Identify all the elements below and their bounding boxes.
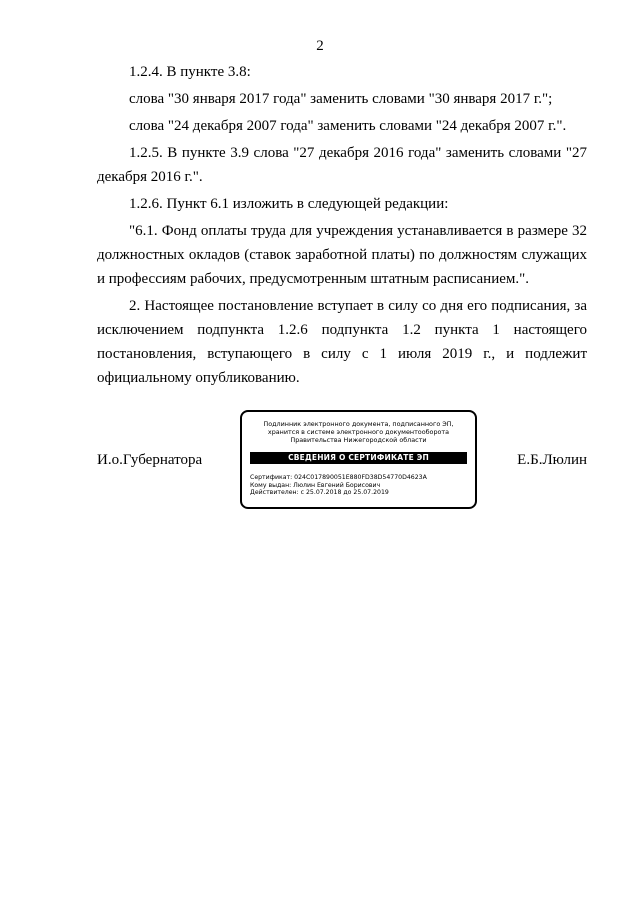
certificate-details <box>250 474 475 497</box>
certificate-validity: Действителен: с 25.07.2018 до 25.07.2019 <box>250 489 389 496</box>
paragraph-6-1: "6.1. Фонд оплаты труда для учреждения устанавливается в размере 32 должностных окладов (ставок заработной платы) по должностям служащих и профессиям рабочих, предусмотренным штатным расписанием.". <box>97 223 587 287</box>
paragraph-1-2-4: 1.2.4. В пункте 3.8: <box>129 64 251 80</box>
paragraph-replace-2: слова "24 декабря 2007 года" заменить словами "24 декабря 2007 г.". <box>129 118 567 134</box>
signatory-position: И.о.Губернатора <box>97 452 203 468</box>
stamp-header <box>242 420 475 444</box>
page-number: 2 <box>316 38 324 54</box>
certificate-owner: Кому выдан: Люлин Евгений Борисович <box>250 481 381 489</box>
stamp-header-line: Подлинник электронного документа, подписанного ЭП, <box>263 420 454 428</box>
certificate-number: Сертификат: 024C017890051E880FD38D54770D4623A <box>250 474 427 481</box>
paragraph-replace-1: слова "30 января 2017 года" заменить словами "30 января 2017 г."; <box>129 91 553 107</box>
signatory-name: Е.Б.Люлин <box>517 452 587 468</box>
stamp-header-line: хранится в системе электронного документооборота <box>267 428 450 436</box>
paragraph-1-2-5: 1.2.5. В пункте 3.9 слова "27 декабря 2016 года" заменить словами "27 декабря 2016 г.". <box>97 145 587 185</box>
document-body <box>97 60 587 390</box>
paragraph-2: 2. Настоящее постановление вступает в силу со дня его подписания, за исключением подпункта 1.2.6 подпункта 1.2 пункта 1 настоящего постановления, вступающего в силу с 1 июля 2019 г., и подлежит официальному опубликованию. <box>97 298 587 386</box>
e-signature-stamp <box>240 410 477 509</box>
stamp-header-line: Правительства Нижегородской области <box>290 436 427 444</box>
certificate-info-bar: СВЕДЕНИЯ О СЕРТИФИКАТЕ ЭП <box>250 452 467 464</box>
paragraph-1-2-6: 1.2.6. Пункт 6.1 изложить в следующей редакции: <box>129 196 449 212</box>
